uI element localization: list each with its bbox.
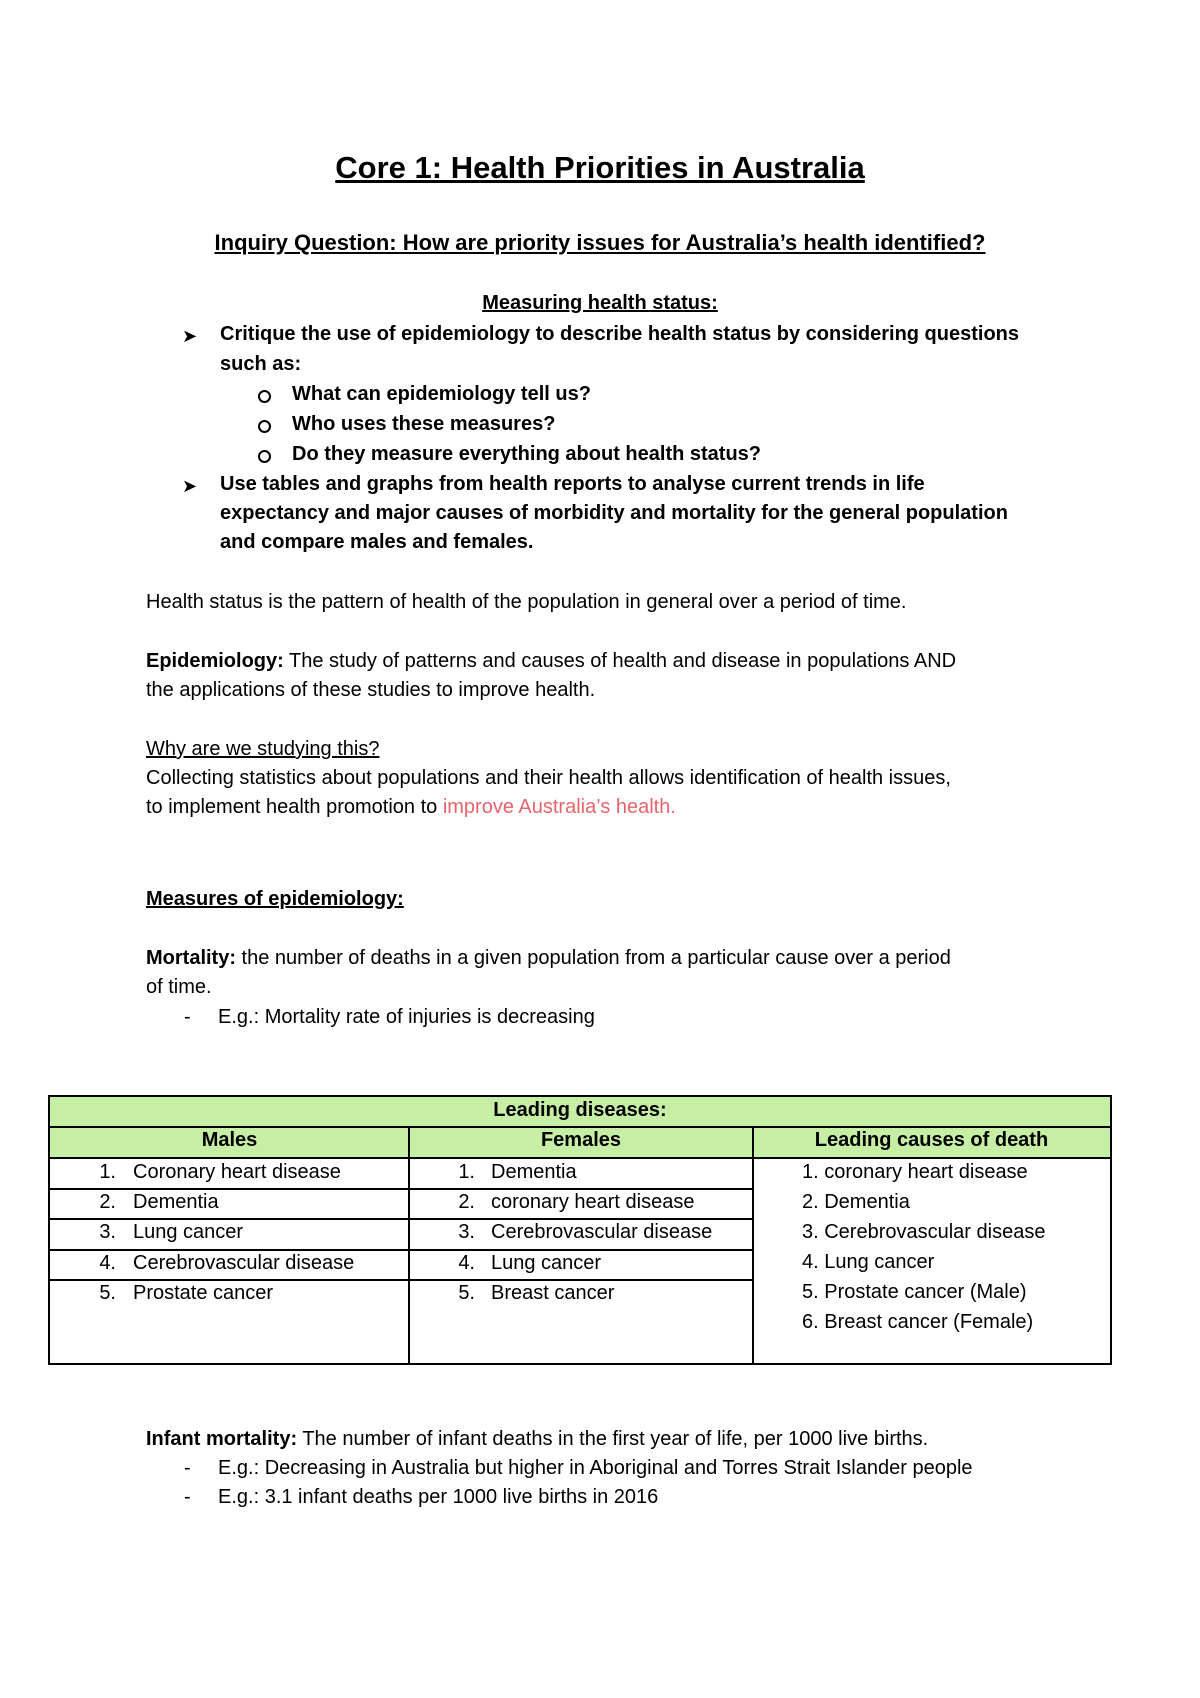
list-item: 4. Lung cancer bbox=[802, 1251, 935, 1273]
mortality-text-2: of time. bbox=[146, 976, 212, 998]
divider bbox=[50, 1218, 753, 1220]
table-row: Cerebrovascular disease bbox=[491, 1221, 713, 1243]
mortality-label: Mortality: bbox=[146, 947, 236, 969]
measures-heading: Measures of epidemiology: bbox=[146, 888, 404, 910]
table-row: Dementia bbox=[491, 1161, 577, 1183]
table-row: Lung cancer bbox=[133, 1221, 244, 1243]
bullet-1-line-1: Critique the use of epidemiology to describe health status by considering questions bbox=[220, 323, 1020, 345]
mortality-example: E.g.: Mortality rate of injuries is decreasing bbox=[218, 1006, 595, 1028]
epidemiology-text-2: the applications of these studies to improve health. bbox=[146, 679, 596, 701]
infant-label: Infant mortality: bbox=[146, 1428, 298, 1450]
mortality-text-1: the number of deaths in a given population from a particular cause over a period bbox=[236, 947, 951, 969]
divider bbox=[50, 1188, 753, 1190]
inquiry-question: Inquiry Question: How are priority issues for Australia’s health identified? bbox=[214, 230, 986, 255]
why-text-2-prefix: to implement health promotion to bbox=[146, 796, 443, 818]
table-row: coronary heart disease bbox=[491, 1191, 695, 1213]
measuring-heading: Measuring health status: bbox=[482, 292, 718, 314]
list-item: 2. Dementia bbox=[802, 1191, 910, 1213]
table-row: Lung cancer bbox=[491, 1252, 602, 1274]
infant-mortality-definition bbox=[146, 1428, 928, 1451]
sub-bullet-1: What can epidemiology tell us? bbox=[292, 383, 591, 405]
header-causes: Leading causes of death bbox=[814, 1129, 1049, 1151]
divider bbox=[50, 1157, 1110, 1159]
health-status-definition: Health status is the pattern of health of the population in general over a period of time. bbox=[146, 591, 907, 613]
circle-bullet-icon bbox=[258, 390, 271, 403]
circle-bullet-icon bbox=[258, 450, 271, 463]
list-item: 3. Cerebrovascular disease bbox=[802, 1221, 1046, 1243]
infant-example-1: E.g.: Decreasing in Australia but higher in Aboriginal and Torres Strait Islander people bbox=[218, 1457, 973, 1479]
page-title: Core 1: Health Priorities in Australia bbox=[335, 150, 865, 185]
circle-bullet-icon bbox=[258, 420, 271, 433]
why-highlight: improve Australia’s health. bbox=[442, 796, 676, 818]
bullet-2-line-1: Use tables and graphs from health reports to analyse current trends in life bbox=[220, 473, 925, 495]
leading-diseases-table bbox=[48, 1095, 1112, 1365]
row-number: 4. bbox=[458, 1252, 475, 1274]
infant-text: The number of infant deaths in the first year of life, per 1000 live births. bbox=[297, 1428, 929, 1450]
why-heading: Why are we studying this? bbox=[146, 738, 380, 760]
epidemiology-label: Epidemiology: bbox=[146, 650, 284, 672]
mortality-definition bbox=[146, 947, 951, 970]
divider bbox=[752, 1126, 754, 1363]
bullet-1-line-2: such as: bbox=[220, 353, 302, 375]
arrow-bullet-icon: ➤ bbox=[182, 326, 198, 346]
divider bbox=[50, 1249, 753, 1251]
epidemiology-text-1: The study of patterns and causes of health and disease in populations AND bbox=[283, 650, 957, 672]
divider bbox=[50, 1279, 753, 1281]
row-number: 2. bbox=[99, 1191, 116, 1213]
infant-example-2: E.g.: 3.1 infant deaths per 1000 live births in 2016 bbox=[218, 1486, 659, 1508]
row-number: 5. bbox=[458, 1282, 475, 1304]
row-number: 3. bbox=[458, 1221, 475, 1243]
bullet-2-line-2: expectancy and major causes of morbidity and mortality for the general population bbox=[220, 502, 1008, 524]
row-number: 3. bbox=[99, 1221, 116, 1243]
list-item: 1. coronary heart disease bbox=[802, 1161, 1028, 1183]
divider bbox=[50, 1126, 1110, 1128]
dash-bullet-icon: - bbox=[184, 1006, 191, 1028]
table-row: Dementia bbox=[133, 1191, 219, 1213]
table-row: Breast cancer bbox=[491, 1282, 615, 1304]
arrow-bullet-icon: ➤ bbox=[182, 476, 198, 496]
row-number: 2. bbox=[458, 1191, 475, 1213]
sub-bullet-2: Who uses these measures? bbox=[292, 413, 556, 435]
row-number: 1. bbox=[458, 1161, 475, 1183]
row-number: 1. bbox=[99, 1161, 116, 1183]
table-row: Coronary heart disease bbox=[133, 1161, 341, 1183]
dash-bullet-icon: - bbox=[184, 1486, 191, 1508]
why-text-1: Collecting statistics about populations and their health allows identification of health issues, bbox=[146, 767, 951, 789]
row-number: 4. bbox=[99, 1252, 116, 1274]
row-number: 5. bbox=[99, 1282, 116, 1304]
header-females: Females bbox=[540, 1129, 622, 1151]
list-item: 6. Breast cancer (Female) bbox=[802, 1311, 1034, 1333]
why-text-2 bbox=[146, 796, 676, 819]
bullet-2-line-3: and compare males and females. bbox=[220, 531, 534, 553]
epidemiology-definition bbox=[146, 650, 956, 673]
table-row: Prostate cancer bbox=[133, 1282, 274, 1304]
table-row: Cerebrovascular disease bbox=[133, 1252, 355, 1274]
divider bbox=[408, 1126, 410, 1363]
header-males: Males bbox=[201, 1129, 258, 1151]
dash-bullet-icon: - bbox=[184, 1457, 191, 1479]
list-item: 5. Prostate cancer (Male) bbox=[802, 1281, 1027, 1303]
sub-bullet-3: Do they measure everything about health status? bbox=[292, 443, 761, 465]
table-title: Leading diseases: bbox=[493, 1099, 667, 1121]
